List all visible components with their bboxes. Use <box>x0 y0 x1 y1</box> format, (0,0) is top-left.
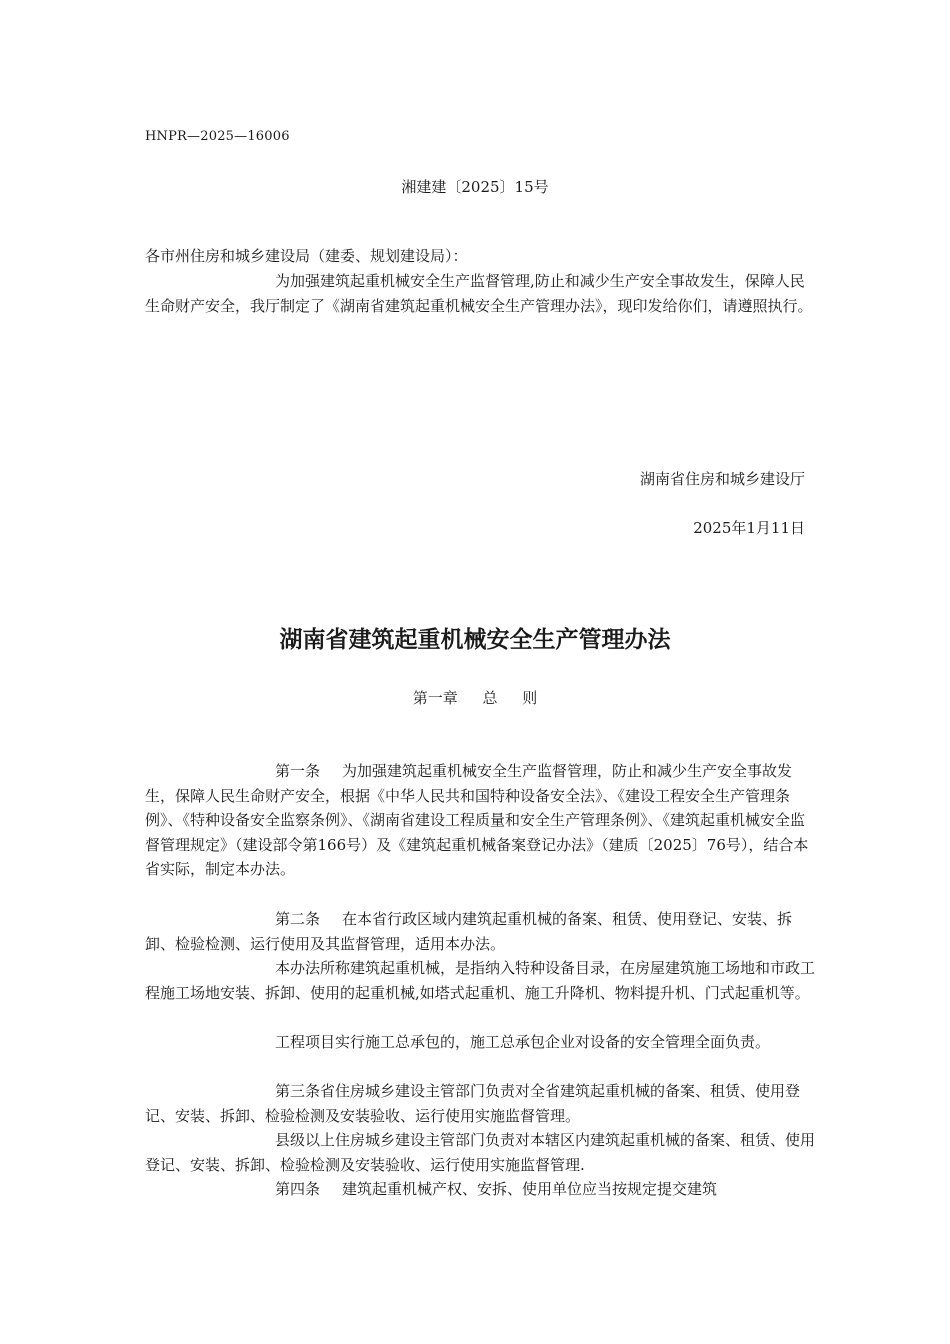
document-number: 湘建建〔2025〕15号 <box>401 178 549 196</box>
county-paragraph: 县级以上住房城乡建设主管部门负责对本辖区内建筑起重机械的备案、租赁、使用登记、安装、拆卸、检验检测及安装验收、运行使用实施监督管理. <box>145 1131 816 1174</box>
notice-body: 为加强建筑起重机械安全生产监督管理,防止和减少生产安全事故发生，保障人民生命财产安全，我厅制定了《湖南省建筑起重机械安全生产管理办法》，现印发给你们，请遵照执行。 <box>145 272 813 315</box>
article-4 <box>145 1177 815 1202</box>
article-1-label: 第一条 <box>275 762 321 780</box>
addressee: 各市州住房和城乡建设局（建委、规划建设局）： <box>145 247 468 265</box>
article-4-label: 第四条 <box>275 1180 321 1198</box>
article-2-text: 在本省行政区域内建筑起重机械的备案、租赁、使用登记、安装、拆卸、检验检测、运行使用及其监督管理，适用本办法。 <box>145 910 793 953</box>
article-2-label: 第二条 <box>275 910 321 928</box>
article-3: 第三条省住房城乡建设主管部门负责对全省建筑起重机械的备案、租赁、使用登记、安装、拆卸、检验检测及安装验收、运行使用实施监督管理。 <box>145 1082 801 1125</box>
article-2 <box>145 907 815 956</box>
issuer: 湖南省住房和城乡建设厅 <box>639 470 805 488</box>
regulation-title: 湖南省建筑起重机械安全生产管理办法 <box>279 627 671 653</box>
contractor-paragraph: 工程项目实行施工总承包的，施工总承包企业对设备的安全管理全面负责。 <box>275 1033 771 1051</box>
article-1-text: 为加强建筑起重机械安全生产监督管理，防止和减少生产安全事故发生，保障人民生命财产安全，根据《中华人民共和国特种设备安全法》、《建设工程安全生产管理条例》、《特种设备安全监察条例》、《湖南省建设工程质量和安全生产管理条例》、《建筑起重机械安全监督管理规定》（建设部令第166号）及《建筑起重机械备案登记办法》（建质〔2025〕76号），结合本省实际，制定本办法。 <box>145 762 809 878</box>
document-code: HNPR—2025—16006 <box>145 129 290 144</box>
definition-paragraph: 本办法所称建筑起重机械，是指纳入特种设备目录，在房屋建筑施工场地和市政工程施工场地安装、拆卸、使用的起重机械,如塔式起重机、施工升降机、物料提升机、门式起重机等。 <box>145 959 816 1002</box>
issue-date: 2025年1月11日 <box>693 519 805 537</box>
chapter-heading: 第一章 总 则 <box>412 689 538 707</box>
article-4-text: 建筑起重机械产权、安拆、使用单位应当按规定提交建筑 <box>342 1180 718 1198</box>
article-1 <box>145 759 815 882</box>
